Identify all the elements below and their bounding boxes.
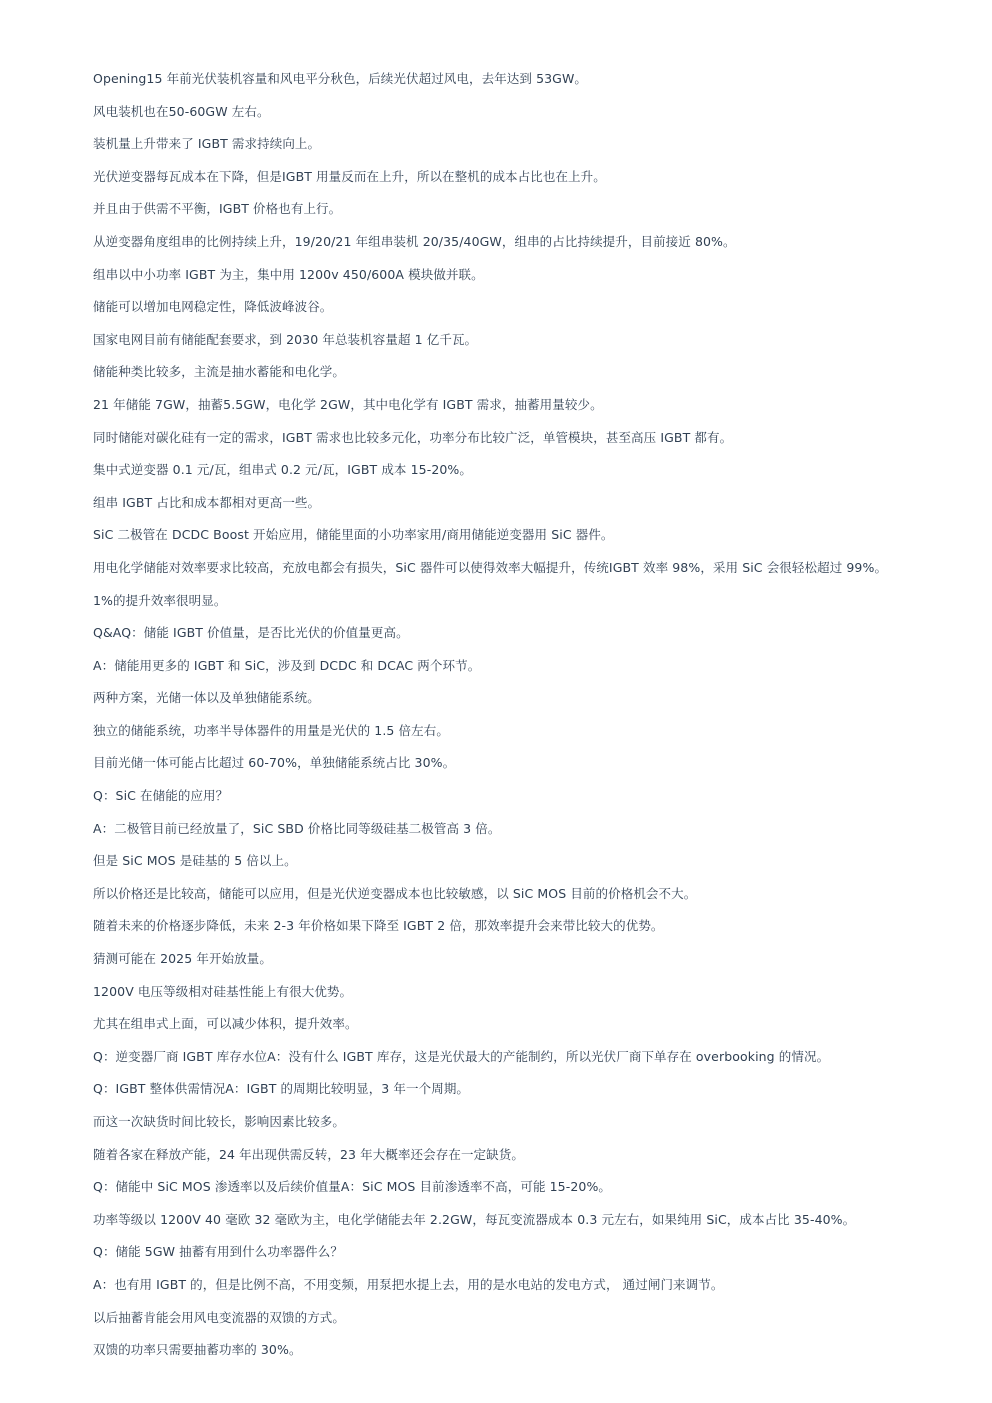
paragraph-line: 国家电网目前有储能配套要求，到 2030 年总装机容量超 1 亿千瓦。 — [93, 331, 478, 347]
paragraph-line: 风电装机也在50-60GW 左右。 — [93, 103, 270, 119]
paragraph-line: 尤其在组串式上面，可以减少体积，提升效率。 — [93, 1016, 358, 1032]
paragraph-line: Opening15 年前光伏装机容量和风电平分秋色，后续光伏超过风电，去年达到 53GW。 — [93, 71, 588, 86]
paragraph-line: A：也有用 IGBT 的，但是比例不高，不用变频，用泵把水提上去，用的是水电站的发电方式， 通过闸门来调节。 — [93, 1276, 724, 1292]
paragraph-line: 用电化学储能对效率要求比较高，充放电都会有损失，SiC 器件可以使得效率大幅提升，传统IGBT 效率 98%，采用 SiC 会很轻松超过 99%。 — [93, 559, 888, 575]
paragraph-line: Q：逆变器厂商 IGBT 库存水位A：没有什么 IGBT 库存，这是光伏最大的产能制约，所以光伏厂商下单存在 overbooking 的情况。 — [93, 1048, 830, 1064]
paragraph-line: 以后抽蓄肯能会用风电变流器的双馈的方式。 — [93, 1309, 346, 1325]
paragraph-line: 而这一次缺货时间比较长，影响因素比较多。 — [93, 1114, 346, 1129]
paragraph-line: 装机量上升带来了 IGBT 需求持续向上。 — [93, 136, 321, 152]
paragraph-line: 随着各家在释放产能，24 年出现供需反转，23 年大概率还会存在一定缺货。 — [93, 1146, 524, 1162]
paragraph-line: 但是 SiC MOS 是硅基的 5 倍以上。 — [93, 853, 297, 869]
paragraph-line: 光伏逆变器每瓦成本在下降，但是IGBT 用量反而在上升，所以在整机的成本占比也在上升。 — [93, 168, 606, 184]
paragraph-line: 目前光储一体可能占比超过 60-70%，单独储能系统占比 30%。 — [93, 755, 456, 771]
paragraph-line: 组串以中小功率 IGBT 为主，集中用 1200v 450/600A 模块做并联。 — [93, 266, 484, 282]
paragraph-line: 储能种类比较多，主流是抽水蓄能和电化学。 — [93, 364, 346, 380]
paragraph-line: 从逆变器角度组串的比例持续上升，19/20/21 年组串装机 20/35/40GW，组串的占比持续提升，目前接近 80%。 — [93, 233, 736, 249]
paragraph-line: A：二极管目前已经放量了，SiC SBD 价格比同等级硅基二极管高 3 倍。 — [93, 820, 501, 836]
paragraph-line: 并且由于供需不平衡，IGBT 价格也有上行。 — [93, 201, 342, 217]
paragraph-line: 猜测可能在 2025 年开始放量。 — [93, 951, 272, 967]
paragraph-line: Q：储能 5GW 抽蓄有用到什么功率器件么？ — [93, 1244, 343, 1260]
paragraph-line: 双馈的功率只需要抽蓄功率的 30%。 — [93, 1342, 302, 1358]
paragraph-line: 两种方案，光储一体以及单独储能系统。 — [93, 690, 320, 706]
document-body — [93, 68, 973, 1372]
paragraph-line: 随着未来的价格逐步降低，未来 2-3 年价格如果下降至 IGBT 2 倍，那效率提升会来带比较大的优势。 — [93, 918, 664, 934]
paragraph-line: SiC 二极管在 DCDC Boost 开始应用，储能里面的小功率家用/商用储能逆变器用 SiC 器件。 — [93, 527, 614, 543]
paragraph-line: Q：SiC 在储能的应用？ — [93, 788, 229, 804]
paragraph-line: 组串 IGBT 占比和成本都相对更高一些。 — [93, 494, 321, 510]
paragraph-line: 1200V 电压等级相对硅基性能上有很大优势。 — [93, 983, 353, 999]
paragraph-line: 功率等级以 1200V 40 毫欧 32 毫欧为主，电化学储能去年 2.2GW，每瓦变流器成本 0.3 元左右，如果纯用 SiC，成本占比 35-40%。 — [93, 1211, 856, 1227]
paragraph-line: 集中式逆变器 0.1 元/瓦，组串式 0.2 元/瓦，IGBT 成本 15-20%。 — [93, 462, 473, 478]
paragraph-line: Q：储能中 SiC MOS 渗透率以及后续价值量A：SiC MOS 目前渗透率不高，可能 15-20%。 — [93, 1179, 612, 1195]
paragraph-line: 独立的储能系统，功率半导体器件的用量是光伏的 1.5 倍左右。 — [93, 722, 449, 738]
paragraph-line: Q：IGBT 整体供需情况A：IGBT 的周期比较明显，3 年一个周期。 — [93, 1081, 470, 1097]
paragraph-line: 储能可以增加电网稳定性，降低波峰波谷。 — [93, 299, 333, 315]
paragraph-line: 同时储能对碳化硅有一定的需求，IGBT 需求也比较多元化，功率分布比较广泛，单管模块，甚至高压 IGBT 都有。 — [93, 429, 733, 445]
paragraph-line: 1%的提升效率很明显。 — [93, 592, 227, 608]
paragraph-line: 21 年储能 7GW，抽蓄5.5GW，电化学 2GW，其中电化学有 IGBT 需求，抽蓄用量较少。 — [93, 396, 603, 412]
paragraph-line: 所以价格还是比较高，储能可以应用，但是光伏逆变器成本也比较敏感，以 SiC MOS 目前的价格机会不大。 — [93, 885, 697, 901]
paragraph-line: A：储能用更多的 IGBT 和 SiC，涉及到 DCDC 和 DCAC 两个环节。 — [93, 657, 481, 673]
paragraph-line: Q&AQ：储能 IGBT 价值量，是否比光伏的价值量更高。 — [93, 625, 409, 641]
